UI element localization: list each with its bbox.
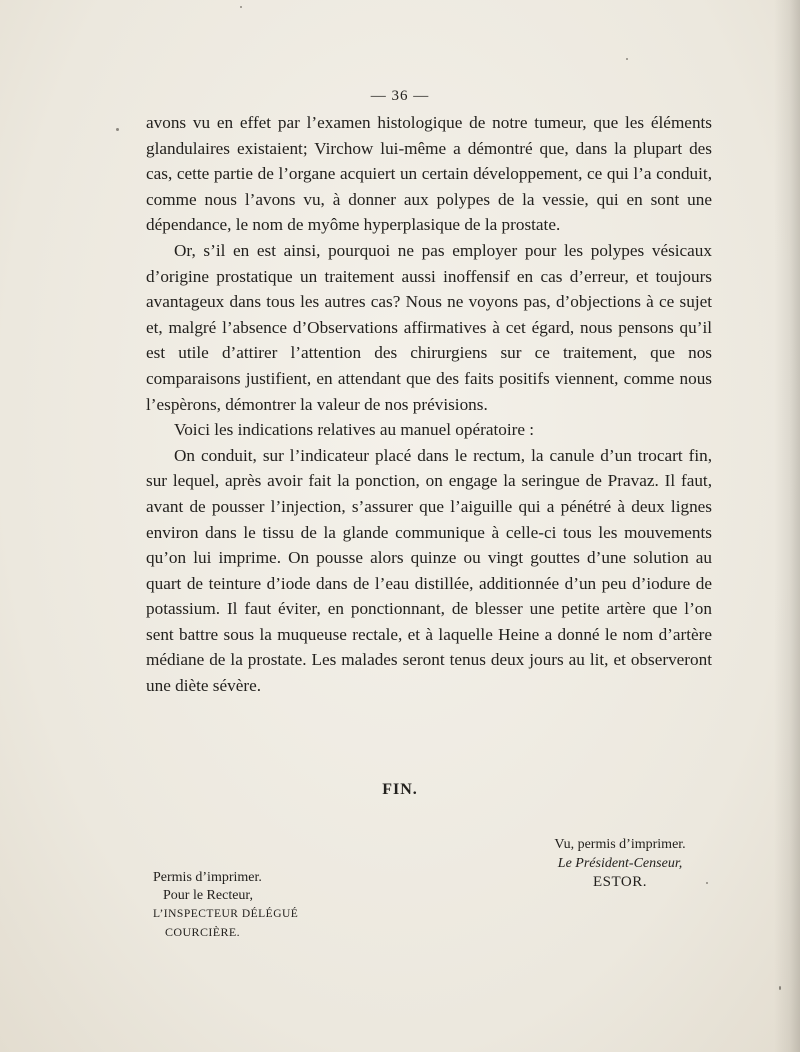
approval-rector-title: L’INSPECTEUR DÉLÉGUÉ [153,908,299,920]
paper-speck [626,58,628,60]
paper-speck [779,986,781,990]
approval-president-title: Le Président-Censeur, [557,855,683,871]
approval-rector-name: COURCIÈRE. [165,925,241,939]
paragraph-1: avons vu en effet par l’examen histologique de notre tumeur, que les éléments glandulaires existaient; Virchow lui-même a démontré que, dans la plupart des cas, cette partie de l’organe acquiert un certain développement, ce qui l’a conduit, comme nous l’avons vu, à donner aux polypes de la vessie, qui en sont une dépendance, le nom de myôme hyperplasique de la prostate. [146,113,712,235]
approval-rector-line-1: Permis d’imprimer. [153,870,262,885]
approval-president [505,836,735,892]
approval-president-name: ESTOR. [593,874,647,890]
approval-rector [153,869,353,941]
paper-speck [706,882,708,884]
end-marker: FIN. [382,781,418,798]
approval-president-line-1: Vu, permis d’imprimer. [554,837,686,852]
paragraph-3: Voici les indications relatives au manuel opératoire : [174,420,535,440]
approval-rector-line-2: Pour le Recteur, [163,888,254,903]
paragraph-4: On conduit, sur l’indicateur placé dans le rectum, la canule d’un trocart fin, sur lequel, après avoir fait la ponction, on engage la seringue de Pravaz. Il faut, avant de pousser l’injection, s’assurer que l’aiguille qui a pénétré à deux lignes environ dans le tissu de la glande communique à celle-ci tous les mouvements qu’on lui imprime. On pousse alors quinze ou vingt gouttes d’une solution au quart de teinture d’iode dans de l’eau distillée, additionnée d’un peu d’iodure de potassium. Il faut éviter, en ponctionnant, de blesser une petite artère que l’on sent battre sous la muqueuse rectale, et à laquelle Heine a donné le nom d’artère médiane de la prostate. Les malades seront tenus deux jours au lit, et observeront une diète sévère. [146,445,712,696]
page-number: — 36 — [370,88,430,104]
body-text [146,110,712,699]
paragraph-2: Or, s’il en est ainsi, pourquoi ne pas employer pour les polypes vésicaux d’origine prostatique un traitement aussi inoffensif en cas d’erreur, et toujours avantageux dans tous les autres cas? Nous ne voyons pas, d’objections à ce sujet et, malgré l’absence d’Observations affirmatives à cet égard, nous pensons qu’il est utile d’attirer l’attention des chirurgiens sur ce traitement, que nos comparaisons justifient, en attendant que des faits positifs viennent, comme nous l’espèrons, démontrer la valeur de nos prévisions. [146,240,712,414]
page-edge-shadow [774,0,800,1052]
paper-speck [116,128,119,131]
paper-speck [240,6,242,8]
